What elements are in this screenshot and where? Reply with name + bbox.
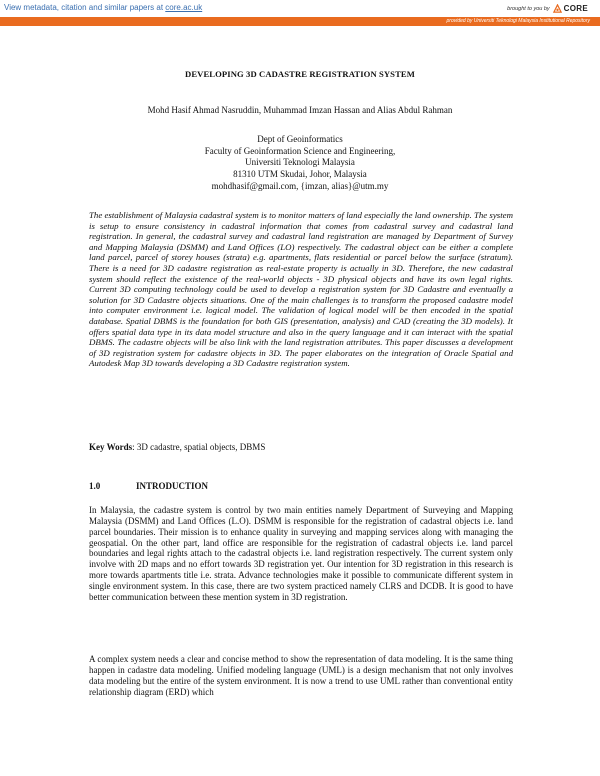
section-heading [89,481,208,491]
keywords-label: Key Words [89,442,133,452]
view-metadata-link[interactable] [4,3,202,12]
keywords-list: : 3D cadastre, spatial objects, DBMS [132,442,266,452]
brought-by-text: brought to you by [507,5,550,12]
section-number: 1.0 [89,481,101,491]
affiliation-dept: Dept of Geoinformatics [257,134,343,144]
affiliation-address: 81310 UTM Skudai, Johor, Malaysia [233,169,367,180]
section-title: INTRODUCTION [136,481,209,491]
provider-bar [0,17,600,26]
keywords-line [89,442,513,452]
provided-by-text[interactable]: provided by Universiti Teknologi Malaysia Institutional Repository [446,18,590,24]
view-metadata-text: View metadata, citation and similar papers at [4,3,166,12]
core-ac-uk-link[interactable]: core.ac.uk [165,3,203,12]
body-paragraph-1: In Malaysia, the cadastre system is control by two main entities namely Department of Surveying and Mapping Malaysia (DSMM) and Land Offices (L.O). DSMM is responsible for the registration of cadastral objects i.e. land parcel boundaries. Their mission is to enhance quality in surveying and mapping services along with managing the geospatial. On the other part, land office are responsible for the registration of cadastral objects i.e. land parcel boundaries and legal rights attach to the cadastral objects i.e. land registration respectively. The current system only involve with 2D maps and no effort towards 3D registration yet. Our intention for 3D registration in this research is more towards apartments title i.e. strata. Advance technologies make it possible to communicate different system in single environment system. In this case, there are two system practiced namely CLRS and DCDB. It is good to have better communication between these mention system in 3D registration. [89,505,513,602]
paper-title: DEVELOPING 3D CADASTRE REGISTRATION SYSTEM [185,69,415,79]
brought-to-you-by[interactable] [507,4,588,13]
core-logo[interactable] [553,4,588,13]
abstract: The establishment of Malaysia cadastral system is to monitor matters of land especially the land ownership. The system is setup to ensure consistency in cadastral information that comes from cadastral survey and cadastral land registration. In general, the cadastral survey and cadastral land registration are managed by Department of Survey and Mapping Malaysia (DSMM) and Land Offices (LO) respectively. The cadastral object can be either a complete land parcel, parcel of storey houses (strata) e.g. apartments, flats residential or parcel below the surface (stratum). There is a need for 3D cadastre registration as real-estate property is actually in 3D. Therefore, the new cadastral system should reflect the existence of the real-world objects - 3D physical objects and have its own legal rights. Current 3D computing technology could be used to develop a registration system for 3D Cadastre and eventually a solution for 3D Cadastre objects situations. One of the main challenges is to transform the proposed cadastre model into computer environment i.e. logical model. The validation of logical model will be then encoded in the spatial database. Spatial DBMS is the foundation for both GIS (presentation, analysis) and CAD (creating the 3D models). It offers spatial data type in its data model structure and also in the query language and it can interact with the spatial DBMS. The cadastre objects will be also link with the land registration attributes. This paper discusses a development of 3D registration system for cadastre objects in 3D. The paper elaborates on the integration of Oracle Spatial and Autodesk Map 3D towards developing a 3D Cadastre registration system. [89,210,513,369]
core-logo-icon [553,4,562,13]
affiliation-emails: mohdhasif@gmail.com, {imzan, alias}@utm.my [211,180,389,191]
core-logo-label: CORE [563,4,588,13]
affiliation-block [0,134,600,193]
affiliation-university: Universiti Teknologi Malaysia [245,157,355,168]
author-list: Mohd Hasif Ahmad Nasruddin, Muhammad Imzan Hassan and Alias Abdul Rahman [147,105,453,115]
core-banner [0,0,600,28]
affiliation-faculty: Faculty of Geoinformation Science and Engineering, [204,145,396,156]
body-paragraph-2: A complex system needs a clear and concise method to show the representation of data modeling. It is the same thing happen in cadastre data modeling. Unified modeling language (UML) is a design mechanism that not only involves data modeling but the entire of the system environment. It is now a trend to use UML rather than conventional entity relationship diagram (ERD) which [89,654,513,697]
